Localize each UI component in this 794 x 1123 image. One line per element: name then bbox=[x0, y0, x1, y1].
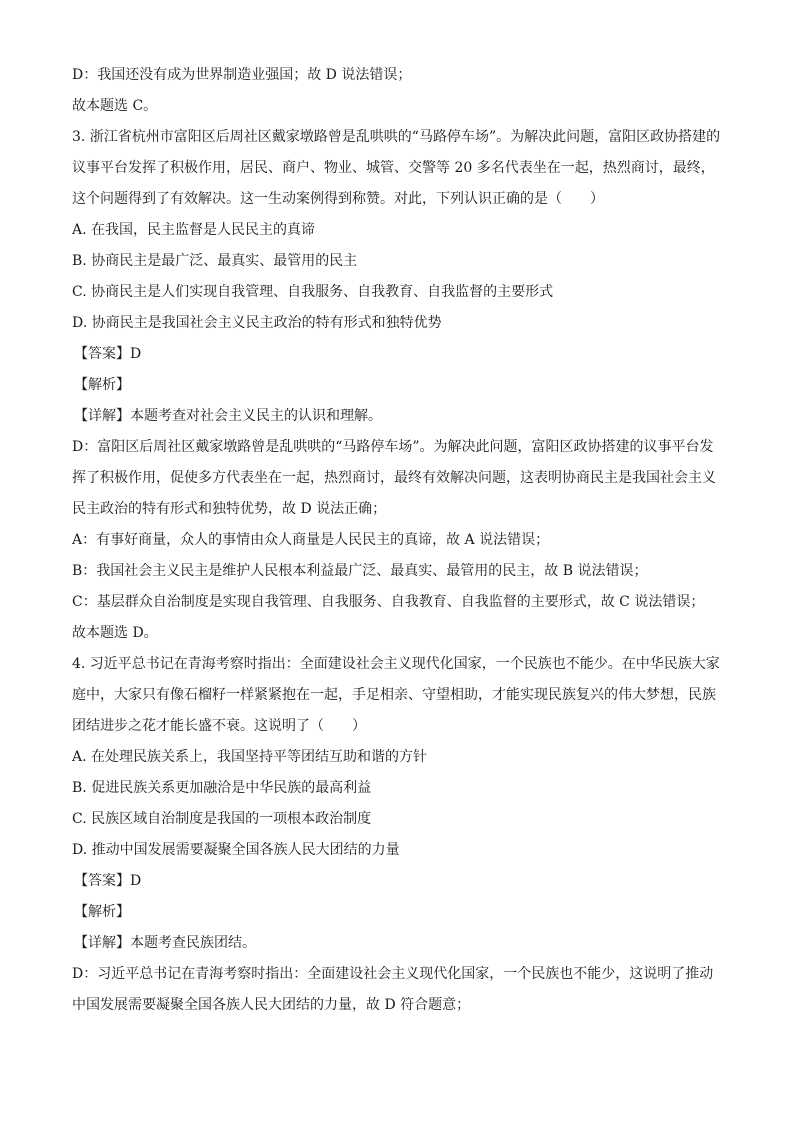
question-3-option-d: D. 协商民主是我国社会主义民主政治的特有形式和独特优势 bbox=[72, 315, 442, 331]
question-4-stem: 庭中，大家只有像石榴籽一样紧紧抱在一起，手足相亲、守望相助，才能实现民族复兴的伟大梦想，民族 bbox=[72, 687, 716, 703]
question-3-answer: 【答案】D bbox=[74, 346, 142, 362]
question-4-option-c: C. 民族区域自治制度是我国的一项根本政治制度 bbox=[72, 811, 372, 827]
text-line: D：我国还没有成为世界制造业强国；故 D 说法错误； bbox=[72, 67, 412, 83]
document-page bbox=[72, 60, 724, 1021]
question-3-explanation: 民主政治的特有形式和独特优势，故 D 说法正确； bbox=[72, 501, 387, 517]
question-4-explanation: 中国发展需要凝聚全国各族人民大团结的力量，故 D 符合题意； bbox=[72, 997, 471, 1013]
question-3-option-c: C. 协商民主是人们实现自我管理、自我服务、自我教育、自我监督的主要形式 bbox=[72, 284, 554, 300]
question-3-stem: 这个问题得到了有效解决。这一生动案例得到称赞。对此，下列认识正确的是（ ） bbox=[72, 191, 604, 207]
question-4-option-d: D. 推动中国发展需要凝聚全国各族人民大团结的力量 bbox=[72, 842, 400, 858]
question-3-stem: 3. 浙江省杭州市富阳区后周社区戴家墩路曾是乱哄哄的“马路停车场”。为解决此问题，富阳区政协搭建的 bbox=[72, 129, 721, 145]
question-4-answer: 【答案】D bbox=[74, 873, 142, 889]
question-4-analysis-heading: 【解析】 bbox=[74, 904, 130, 920]
question-3-conclusion: 故本题选 D。 bbox=[72, 625, 158, 641]
question-4-option-a: A. 在处理民族关系上，我国坚持平等团结互助和谐的方针 bbox=[72, 749, 428, 765]
question-3-explanation: D：富阳区后周社区戴家墩路曾是乱哄哄的“马路停车场”。为解决此问题，富阳区政协搭建的议事平台发 bbox=[72, 439, 714, 455]
question-4-stem: 4. 习近平总书记在青海考察时指出：全面建设社会主义现代化国家，一个民族也不能少。在中华民族大家 bbox=[72, 656, 720, 672]
question-4-stem: 团结进步之花才能长盛不衰。这说明了（ ） bbox=[72, 718, 366, 734]
question-3-explanation: A：有事好商量，众人的事情由众人商量是人民民主的真谛，故 A 说法错误； bbox=[72, 532, 550, 548]
question-3-analysis-heading: 【解析】 bbox=[74, 377, 130, 393]
question-3-explanation: C：基层群众自治制度是实现自我管理、自我服务、自我教育、自我监督的主要形式，故 C 说法错误； bbox=[72, 594, 705, 610]
question-3-stem: 议事平台发挥了积极作用，居民、商户、物业、城管、交警等 20 多名代表坐在一起，热烈商讨，最终， bbox=[72, 160, 715, 176]
question-3-option-b: B. 协商民主是最广泛、最真实、最管用的民主 bbox=[72, 253, 358, 269]
question-3-detail: 【详解】本题考查对社会主义民主的认识和理解。 bbox=[74, 408, 382, 424]
question-4-option-b: B. 促进民族关系更加融洽是中华民族的最高利益 bbox=[72, 780, 372, 796]
question-4-detail: 【详解】本题考查民族团结。 bbox=[74, 935, 256, 951]
question-3-explanation: 挥了积极作用，促使多方代表坐在一起，热烈商讨，最终有效解决问题，这表明协商民主是我国社会主义 bbox=[72, 470, 716, 486]
question-3-option-a: A. 在我国，民主监督是人民民主的真谛 bbox=[72, 222, 316, 238]
question-3-explanation: B：我国社会主义民主是维护人民根本利益最广泛、最真实、最管用的民主，故 B 说法错误； bbox=[72, 563, 648, 579]
text-line: 故本题选 C。 bbox=[72, 98, 158, 114]
question-4-explanation: D：习近平总书记在青海考察时指出：全面建设社会主义现代化国家，一个民族也不能少，这说明了推动 bbox=[72, 966, 714, 982]
